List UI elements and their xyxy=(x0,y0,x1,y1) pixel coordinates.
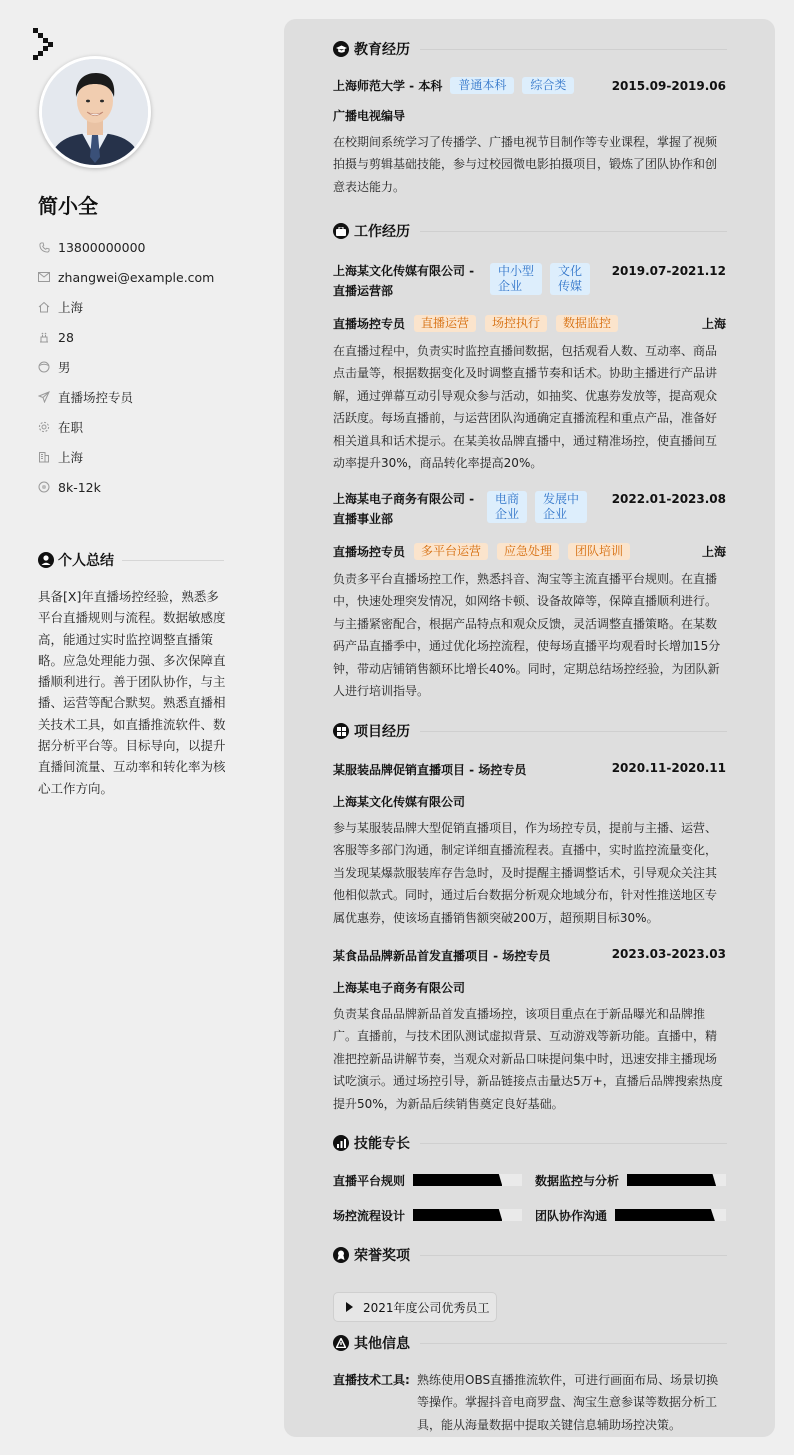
project-date: 2023.03-2023.03 xyxy=(611,947,726,961)
summary-text: 具备[X]年直播场控经验，熟悉多平台直播规则与流程。数据敏感度高，能通过实时监控调整直播策略。应急处理能力强、多次保障直播顺利进行。善于团队协作，与主播、运营等配合默契。熟悉直播相关技术工具，如直播推流软件、数据分析平台等。目标导向，以提升直播间流量、互动率和转化率为核心工作方向。 xyxy=(38,589,226,796)
edu-tag: 综合类 xyxy=(522,77,574,94)
company-tag-line: 传媒 xyxy=(558,279,583,293)
candidate-name: 简小全 xyxy=(38,194,98,218)
company-tag-line: 企业 xyxy=(543,507,568,521)
projects-heading xyxy=(333,721,727,741)
work-desc: 在直播过程中，负责实时监控直播间数据，包括观看人数、互动率、商品点击量等，根据数据变化及时调整直播节奏和话术。协助主播进行产品讲解，通过弹幕互动引导观众参与活动，如抽奖、优惠券发放等，提高观众活跃度。每场直播前，与运营团队沟通确定直播流程和重点产品，准备好相关道具和话术提示。在某美妆品牌直播中，通过精准场控，使直播间互动率提升30%，商品转化率提高20%。 xyxy=(333,344,718,471)
skill-bar xyxy=(413,1174,522,1186)
skill-tag: 场控执行 xyxy=(485,315,547,332)
project-desc: 参与某服装品牌大型促销直播项目，作为场控专员，提前与主播、运营、客服等多部门沟通，制定详细直播流程表。直播中，实时监控流量变化，当发现某爆款服装库存告急时，及时提醒主播调整话术，引导观众关注其他相似款式。同时，通过后台数据分析观众地域分布，针对性推送地区专属优惠券，使该场直播销售额突破200万，超预期目标30%。 xyxy=(333,821,718,925)
skill-tag: 直播运营 xyxy=(414,315,476,332)
info-salary xyxy=(38,472,214,502)
info-gender xyxy=(38,352,214,382)
company-tag xyxy=(487,491,527,523)
section-divider xyxy=(420,1343,727,1344)
contact-info-list xyxy=(38,232,214,502)
skill-bar xyxy=(413,1209,522,1221)
other-heading xyxy=(333,1333,727,1353)
work-desc: 负责多平台直播场控工作，熟悉抖音、淘宝等主流直播平台规则。在直播中，快速处理突发情况，如网络卡顿、设备故障等，保障直播顺利进行。与主播紧密配合，根据产品特点和观众反馈，灵活调整直播策略。在某数码产品直播季中，通过优化场控流程，使每场直播平均观看时长增加15分钟，带动店铺销售额环比增长40%。同时，定期总结场控经验，为团队新人进行培训指导。 xyxy=(333,572,721,699)
work-date: 2019.07-2021.12 xyxy=(611,264,726,278)
project-company: 上海某电子商务有限公司 xyxy=(333,981,466,995)
company-tag xyxy=(550,263,590,295)
info-work-city xyxy=(38,442,214,472)
info-position xyxy=(38,382,214,412)
award-label: 2021年度公司优秀员工 xyxy=(363,1300,490,1315)
skills-title: 技能专长 xyxy=(354,1136,410,1152)
work-company xyxy=(333,489,483,529)
skill-tag: 应急处理 xyxy=(497,543,559,560)
education-heading xyxy=(333,39,727,59)
skill-tag: 数据监控 xyxy=(556,315,618,332)
skill-name: 场控流程设计 xyxy=(333,1209,406,1223)
skill-bar-fill xyxy=(413,1209,502,1221)
job-city: 上海 xyxy=(701,545,726,559)
project-date: 2020.11-2020.11 xyxy=(611,761,726,775)
company-tag-line: 中小型 xyxy=(498,264,535,278)
info-location xyxy=(38,292,214,322)
work-entry xyxy=(333,489,726,702)
school-name: 上海师范大学 - 本科 xyxy=(333,79,443,93)
info-email xyxy=(38,262,214,292)
other-label: 直播技术工具: xyxy=(333,1373,410,1387)
mail-icon xyxy=(38,271,50,283)
other-entry xyxy=(333,1369,726,1436)
award-item[interactable] xyxy=(333,1292,497,1322)
work-title: 工作经历 xyxy=(354,224,410,240)
skill-bar xyxy=(615,1209,726,1221)
skill-name: 数据监控与分析 xyxy=(535,1174,620,1188)
edu-date: 2015.09-2019.06 xyxy=(611,78,726,93)
info-phone xyxy=(38,232,214,262)
phone-icon xyxy=(38,241,50,253)
briefcase-icon xyxy=(333,223,349,239)
job-city: 上海 xyxy=(701,317,726,331)
job-role: 直播场控专员 xyxy=(333,545,406,559)
edu-tag: 普通本科 xyxy=(450,77,514,94)
skill-bar xyxy=(627,1174,726,1186)
other-text: 熟练使用OBS直播推流软件，可进行画面布局、场景切换等操作。掌握抖音电商罗盘、淘宝生意参谋等数据分析工具，能从海量数据中提取关键信息辅助场控决策。 xyxy=(417,1373,719,1432)
email-value: zhangwei@example.com xyxy=(58,269,215,285)
salary-icon xyxy=(38,481,50,493)
edu-desc: 在校期间系统学习了传播学、广播电视节目制作等专业课程，掌握了视频拍摄与剪辑基础技能，参与过校园微电影拍摄项目，锻炼了团队协作和创意表达能力。 xyxy=(333,135,718,194)
grid-icon xyxy=(333,723,349,739)
summary-divider xyxy=(122,560,224,561)
building-icon xyxy=(38,451,50,463)
project-desc: 负责某食品品牌新品首发直播场控，该项目重点在于新品曝光和品牌推广。直播前，与技术团队测试虚拟背景、互动游戏等新功能。直播中，精准把控新品讲解节奏，当观众对新品口味提问集中时，迅速安排主播现场试吃演示。通过场控引导，新品链接点击量达5万+，直播后品牌搜索热度提升50%，为新品后续销售奠定良好基础。 xyxy=(333,1007,723,1111)
honors-heading xyxy=(333,1245,727,1265)
skill-bar-fill xyxy=(627,1174,716,1186)
phone-value: 13800000000 xyxy=(58,239,146,255)
skill-name: 直播平台规则 xyxy=(333,1174,406,1188)
project-company: 上海某文化传媒有限公司 xyxy=(333,795,466,809)
avatar xyxy=(39,56,151,168)
company-tag xyxy=(535,491,587,523)
project-entry xyxy=(333,761,726,929)
job-role: 直播场控专员 xyxy=(333,317,406,331)
section-divider xyxy=(420,731,727,732)
other-title: 其他信息 xyxy=(354,1336,410,1352)
info-status xyxy=(38,412,214,442)
company-name: 上海某电子商务有限公司 - xyxy=(333,492,475,506)
skill-tag: 团队培训 xyxy=(568,543,630,560)
company-tag-line: 发展中 xyxy=(543,492,580,506)
main-panel xyxy=(284,19,775,1437)
project-name: 某食品品牌新品首发直播项目 - 场控专员 xyxy=(333,949,551,963)
sidebar xyxy=(0,0,270,1455)
home-icon xyxy=(38,301,50,313)
skill-bar-fill xyxy=(615,1209,715,1221)
education-entry xyxy=(333,77,726,198)
major: 广播电视编导 xyxy=(333,109,406,123)
graduation-cap-icon xyxy=(333,41,349,57)
work-city-value: 上海 xyxy=(58,450,84,465)
work-entry xyxy=(333,261,726,474)
company-tag-line: 电商 xyxy=(495,492,520,506)
section-divider xyxy=(420,1255,727,1256)
user-circle-icon xyxy=(38,552,54,568)
age-value: 28 xyxy=(58,329,74,345)
skills-heading xyxy=(333,1133,727,1153)
gender-icon xyxy=(38,361,50,373)
education-title: 教育经历 xyxy=(354,42,410,58)
gear-icon xyxy=(38,421,50,433)
work-heading xyxy=(333,221,727,241)
department-name: 直播运营部 xyxy=(333,284,394,298)
department-name: 直播事业部 xyxy=(333,512,394,526)
skill-tag: 多平台运营 xyxy=(414,543,488,560)
project-name: 某服装品牌促销直播项目 - 场控专员 xyxy=(333,763,527,777)
company-tag-line: 企业 xyxy=(498,279,523,293)
position-value: 直播场控专员 xyxy=(58,390,134,405)
company-name: 上海某文化传媒有限公司 - xyxy=(333,264,475,278)
location-value: 上海 xyxy=(58,300,84,315)
status-value: 在职 xyxy=(58,420,84,435)
salary-value: 8k-12k xyxy=(58,479,101,495)
skill-bar-fill xyxy=(413,1174,502,1186)
section-divider xyxy=(420,1143,727,1144)
company-tag xyxy=(490,263,542,295)
company-tag-line: 企业 xyxy=(495,507,520,521)
gender-value: 男 xyxy=(58,360,71,375)
project-entry xyxy=(333,947,726,1115)
section-divider xyxy=(420,231,727,232)
section-divider xyxy=(420,49,727,50)
summary-title: 个人总结 xyxy=(58,553,114,569)
play-icon xyxy=(346,1302,353,1312)
info-age xyxy=(38,322,214,352)
skill-name: 团队协作沟通 xyxy=(535,1209,608,1223)
company-tag-line: 文化 xyxy=(558,264,583,278)
logo-icon xyxy=(33,28,53,60)
honors-title: 荣誉奖项 xyxy=(354,1248,410,1264)
work-date: 2022.01-2023.08 xyxy=(611,492,726,506)
award-icon xyxy=(333,1247,349,1263)
info-icon xyxy=(333,1335,349,1351)
age-icon xyxy=(38,331,50,343)
paper-plane-icon xyxy=(38,391,50,403)
work-company xyxy=(333,261,483,301)
projects-title: 项目经历 xyxy=(354,724,410,740)
bar-chart-icon xyxy=(333,1135,349,1151)
summary-heading xyxy=(38,550,224,570)
